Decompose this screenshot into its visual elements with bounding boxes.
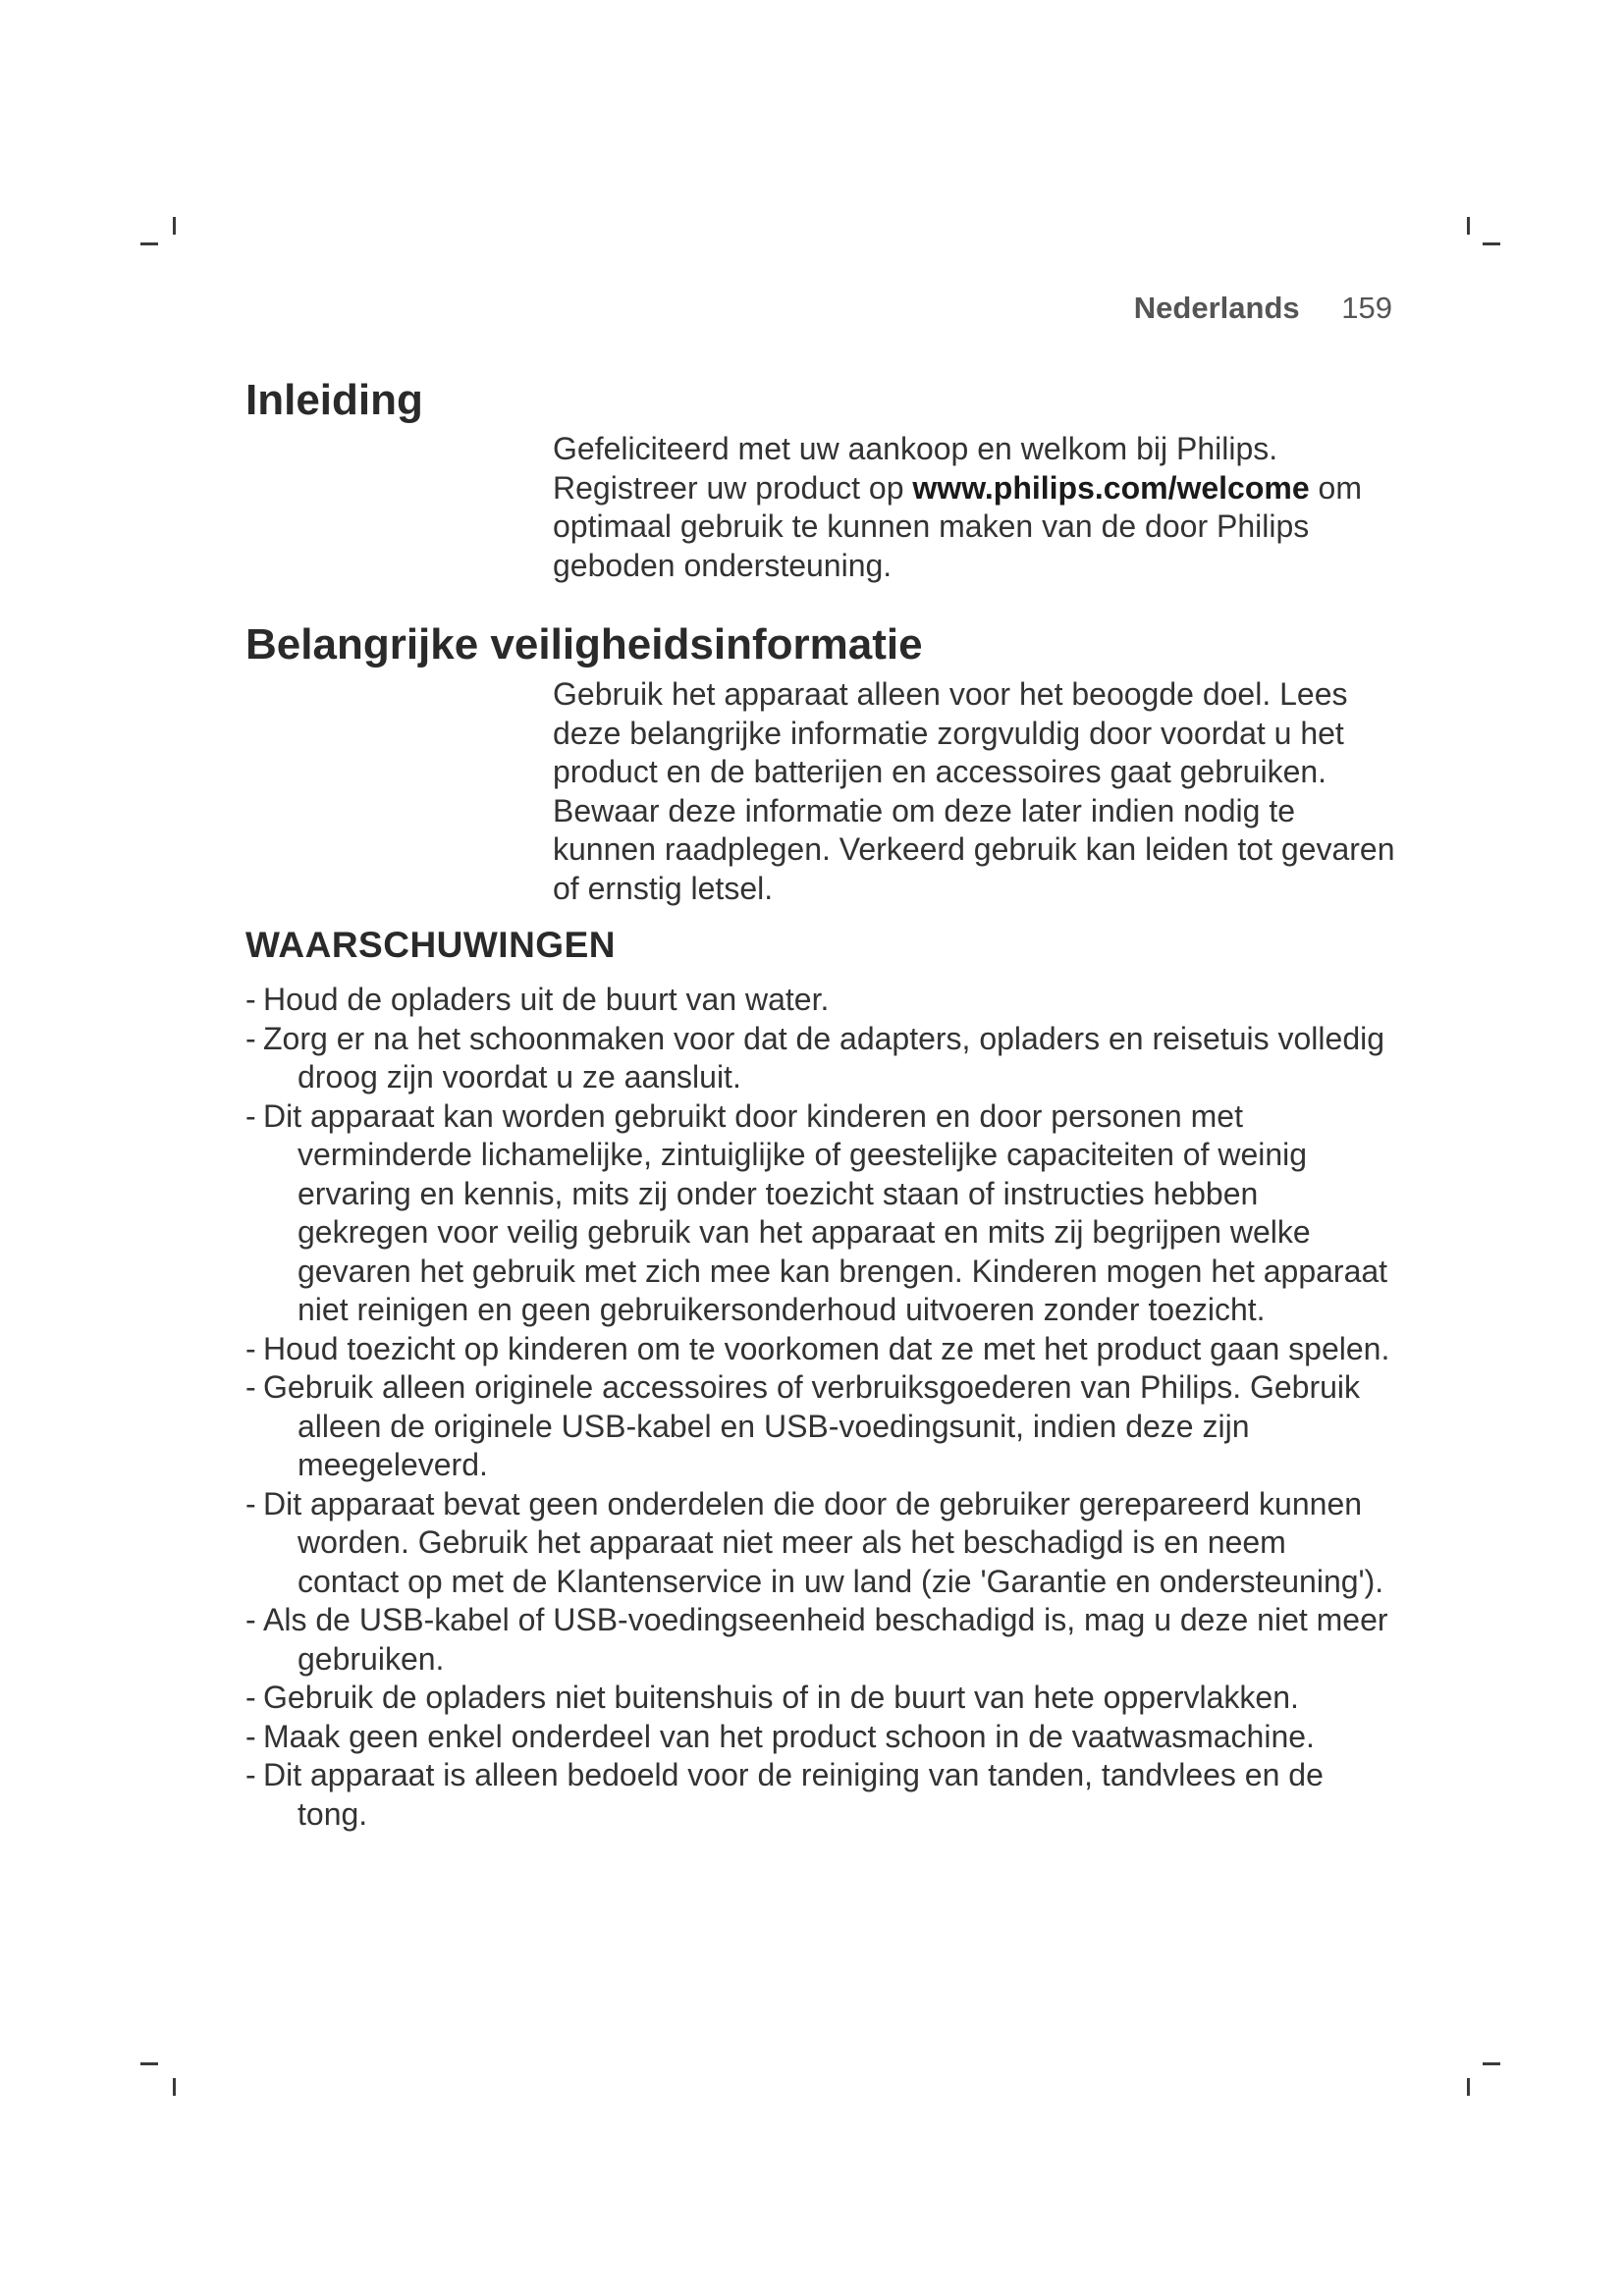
bullet-dash: - <box>245 1020 256 1056</box>
list-item-text: Gebruik alleen originele accessoires of verbruiksgoederen van Philips. Gebruik alleen de originele USB-kabel en USB-voedingsunit, indien deze zijn meegeleverd. <box>263 1369 1361 1482</box>
bullet-dash: - <box>245 1485 256 1522</box>
list-item-text: Dit apparaat kan worden gebruikt door kinderen en door personen met verminderde lichamelijke, zintuiglijke of geestelijke capaciteiten of weinig ervaring en kennis, mits zij onder toezicht staan of instructies hebben gekregen voor veilig gebruik van het apparaat en mits zij begrijpen welke gevaren het gebruik met zich mee kan brengen. Kinderen mogen het apparaat niet reinigen en geen gebruikersonderhoud uitvoeren zonder toezicht. <box>263 1097 1388 1327</box>
page-number: 159 <box>1341 291 1392 325</box>
crop-mark-top-left-v <box>173 217 176 235</box>
philips-welcome-link[interactable]: www.philips.com/welcome <box>912 469 1310 506</box>
warnings-list <box>245 981 1394 1834</box>
bullet-dash: - <box>245 1757 256 1792</box>
safety-title: Belangrijke veiligheidsinformatie <box>245 620 923 668</box>
crop-mark-bottom-right-v <box>1467 2078 1470 2096</box>
bullet-dash: - <box>245 982 256 1017</box>
list-item-text: Gebruik de opladers niet buitenshuis of in de buurt van hete oppervlakken. <box>263 1680 1299 1715</box>
list-item <box>245 1756 1394 1834</box>
bullet-dash: - <box>245 1602 256 1637</box>
list-item <box>245 1679 1394 1718</box>
list-item-text: Zorg er na het schoonmaken voor dat de adapters, opladers en reisetuis volledig droog zijn voordat u ze aansluit. <box>263 1020 1385 1095</box>
list-item <box>245 981 1394 1020</box>
intro-paragraph <box>553 430 1397 585</box>
crop-mark-top-right-h <box>1483 242 1500 245</box>
list-item <box>245 1718 1394 1757</box>
header-language: Nederlands <box>1133 291 1300 325</box>
crop-mark-bottom-right-h <box>1483 2062 1500 2065</box>
bullet-dash: - <box>245 1369 256 1405</box>
list-item-text: Dit apparaat is alleen bedoeld voor de reiniging van tanden, tandvlees en de tong. <box>263 1757 1324 1832</box>
list-item-text: Maak geen enkel onderdeel van het product schoon in de vaatwasmachine. <box>263 1718 1315 1754</box>
list-item-text: Dit apparaat bevat geen onderdelen die door de gebruiker gerepareerd kunnen worden. Gebruik het apparaat niet meer als het beschadigd is en neem contact op met de Klantenservice in uw land (zie 'Garantie en ondersteuning'). <box>263 1485 1384 1599</box>
intro-text-after-link: om optimaal gebruik te kunnen maken van de door Philips geboden ondersteuning. <box>553 469 1362 583</box>
list-item-text: Houd toezicht op kinderen om te voorkomen dat ze met het product gaan spelen. <box>263 1330 1390 1366</box>
intro-title: Inleiding <box>245 376 423 424</box>
safety-paragraph: Gebruik het apparaat alleen voor het beoogde doel. Lees deze belangrijke informatie zorgvuldig door voordat u het product en de batterijen en accessoires gaat gebruiken. Bewaar deze informatie om deze later indien nodig te kunnen raadplegen. Verkeerd gebruik kan leiden tot gevaren of ernstig letsel. <box>553 676 1395 906</box>
list-item <box>245 1330 1394 1369</box>
warnings-title: WAARSCHUWINGEN <box>245 925 616 965</box>
bullet-dash: - <box>245 1330 256 1366</box>
crop-mark-top-left-h <box>140 242 158 245</box>
list-item <box>245 1601 1394 1679</box>
list-item <box>245 1485 1394 1602</box>
list-item-text: Als de USB-kabel of USB-voedingseenheid beschadigd is, mag u deze niet meer gebruiken. <box>263 1602 1388 1677</box>
bullet-dash: - <box>245 1097 256 1134</box>
bullet-dash: - <box>245 1680 256 1715</box>
crop-mark-bottom-left-h <box>140 2062 158 2065</box>
list-item-text: Houd de opladers uit de buurt van water. <box>263 982 830 1017</box>
list-item <box>245 1097 1394 1330</box>
list-item <box>245 1020 1394 1097</box>
list-item <box>245 1368 1394 1485</box>
bullet-dash: - <box>245 1718 256 1754</box>
intro-text-before-link: Gefeliciteerd met uw aankoop en welkom bij Philips. Registreer uw product op <box>553 431 1278 506</box>
crop-mark-bottom-left-v <box>173 2078 176 2096</box>
crop-mark-top-right-v <box>1467 217 1470 235</box>
page-header <box>1134 291 1392 326</box>
